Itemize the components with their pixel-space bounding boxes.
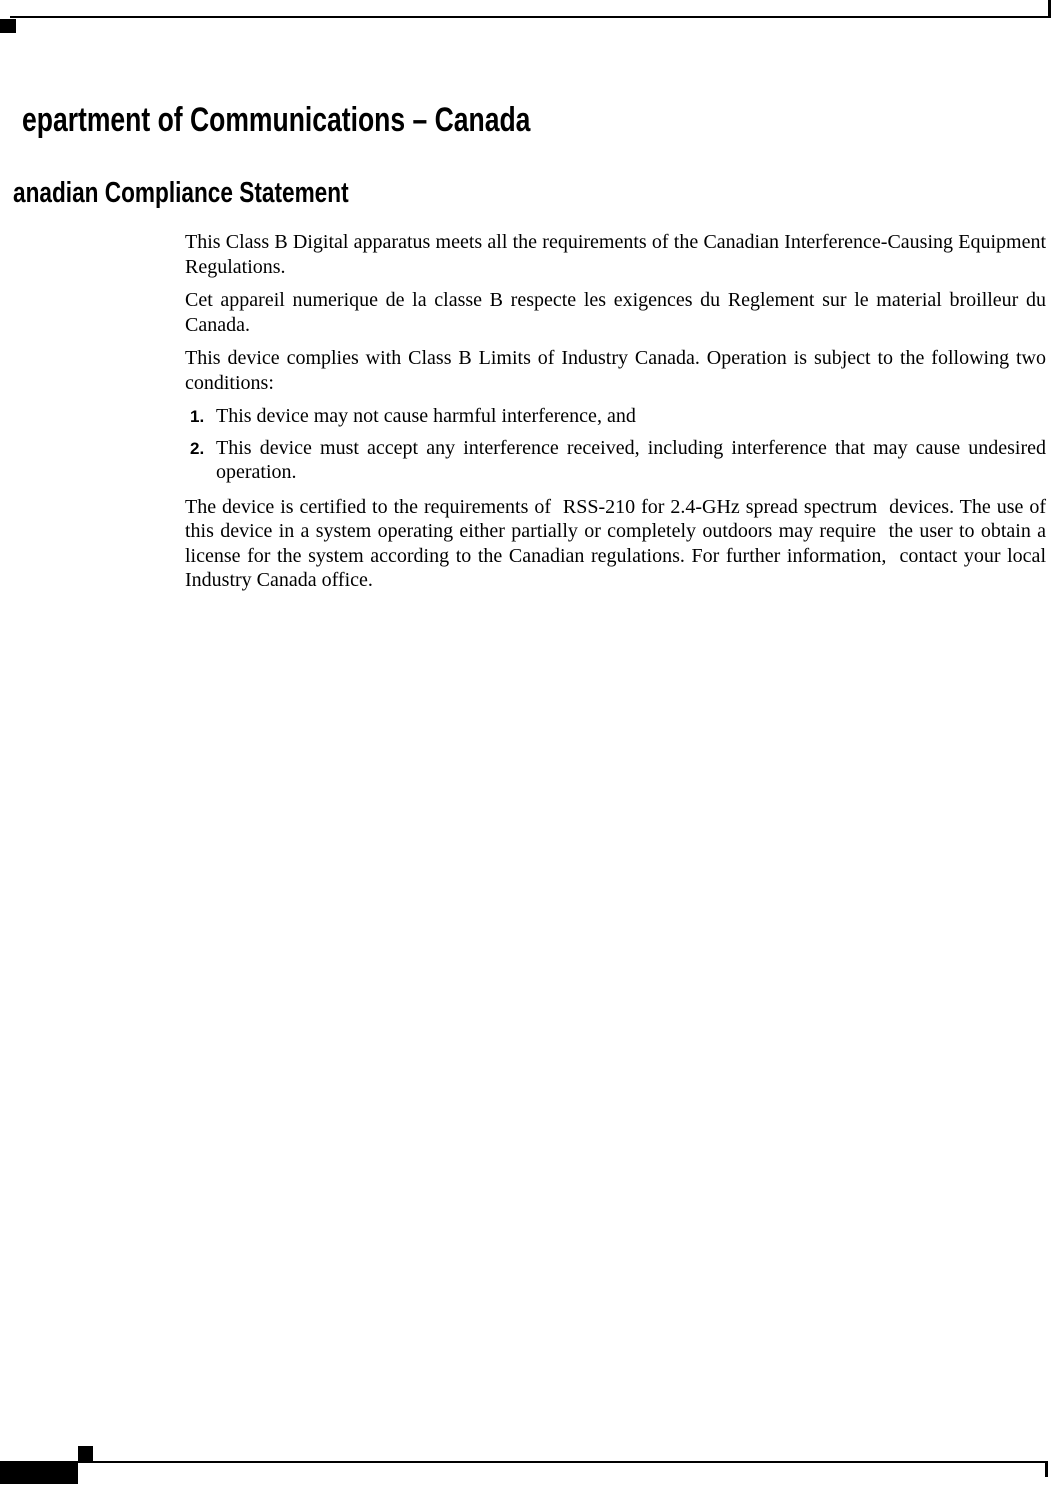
section-heading xyxy=(13,179,443,208)
section-heading-text: anadian Compliance Statement xyxy=(13,177,349,209)
bottom-right-corner-tick xyxy=(1045,1461,1048,1477)
list-item-number: 2. xyxy=(190,438,205,458)
paragraph-class-b-fr: Cet appareil numerique de la classe B respecte les exigences du Reglement sur le material broilleur du Canada. xyxy=(185,289,1051,336)
conditions-list xyxy=(185,404,1046,485)
footer-black-tab xyxy=(0,1461,78,1484)
paragraph-rss-210: The device is certified to the requirements of RSS-210 for 2.4-GHz spread spectrum devices. The use of this device in a system operating either partially or completely outdoors may require the user to obtain a license for the system according to the Canadian regulations. For further information, contact your local Industry Canada office. xyxy=(185,495,1051,591)
list-item xyxy=(185,436,1046,485)
paragraph-class-b-en: This Class B Digital apparatus meets all the requirements of the Canadian Interference-Causing Equipment Regulations. xyxy=(185,231,1051,278)
list-item-text: This device may not cause harmful interference, and xyxy=(216,405,636,427)
page-title-text: epartment of Communications – Canada xyxy=(22,101,531,139)
list-item xyxy=(185,404,1046,429)
top-right-corner-tick xyxy=(1048,0,1051,18)
page-title xyxy=(22,103,674,137)
list-item-number: 1. xyxy=(190,407,205,426)
body-column xyxy=(185,230,1051,602)
paragraph-conditions-intro: This device complies with Class B Limits of Industry Canada. Operation is subject to the following two conditions: xyxy=(185,347,1051,394)
top-rule xyxy=(10,16,1051,18)
list-item-text: This device must accept any interference received, including interference that may cause undesired operation. xyxy=(216,436,1046,483)
registration-square-bottom-left-icon xyxy=(78,1446,93,1461)
bottom-rule xyxy=(78,1461,1048,1463)
registration-square-top-left-icon xyxy=(0,19,16,33)
